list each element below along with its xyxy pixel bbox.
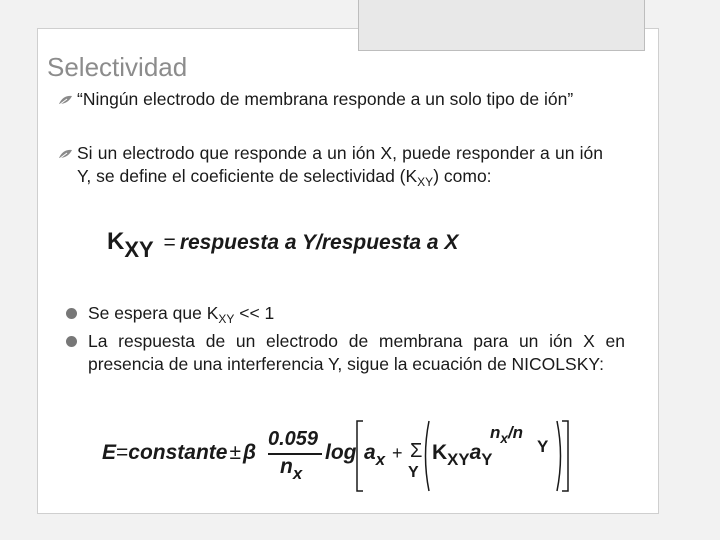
leaf-bullet-icon (58, 148, 73, 160)
right-bracket (560, 420, 570, 492)
formula-sigma-sub: Y (408, 464, 419, 481)
formula-numerator: 0.059 (268, 428, 319, 450)
bullet-text-nicolsky: La respuesta de un electrodo de membrana para un ión X en presencia de una interferencia Y, sigue la ecuación de NICOLSKY: (88, 331, 625, 374)
formula-ax: $a_x$ (364, 441, 386, 469)
formula-sigma: Σ (410, 440, 423, 462)
formula-lhs: E=constante±β (102, 441, 257, 464)
formula-plus: + (392, 443, 403, 463)
formula-log: log (325, 441, 357, 464)
formula-exponent-sub: Y (537, 437, 549, 456)
leaf-bullet-icon (58, 94, 73, 106)
slide-title: Selectividad (47, 52, 188, 82)
bullet-text-ningun: “Ningún electrodo de membrana responde a un solo tipo de ión” (77, 89, 574, 109)
decorative-tab (358, 0, 645, 51)
formula-exponent: $n_x/n$ (490, 423, 524, 446)
left-paren (421, 420, 431, 492)
formula-k: $K_{XY}a_Y$ (432, 441, 493, 469)
bullet-text-espera: Se espera que $K_{XY} << 1$ (88, 303, 275, 326)
formula-selectivity: KXY = respuesta a Y/respuesta a X (107, 228, 459, 262)
bullet-text-selectividad: Si un electrodo que responde a un ión X, puede responder a un ión Y, se define el coeficiente de selectividad $(K_{XY})$ como: (77, 143, 603, 189)
dot-bullet-icon (66, 308, 77, 319)
formula-denominator: $n_x$ (280, 455, 303, 483)
dot-bullet-icon (66, 336, 77, 347)
